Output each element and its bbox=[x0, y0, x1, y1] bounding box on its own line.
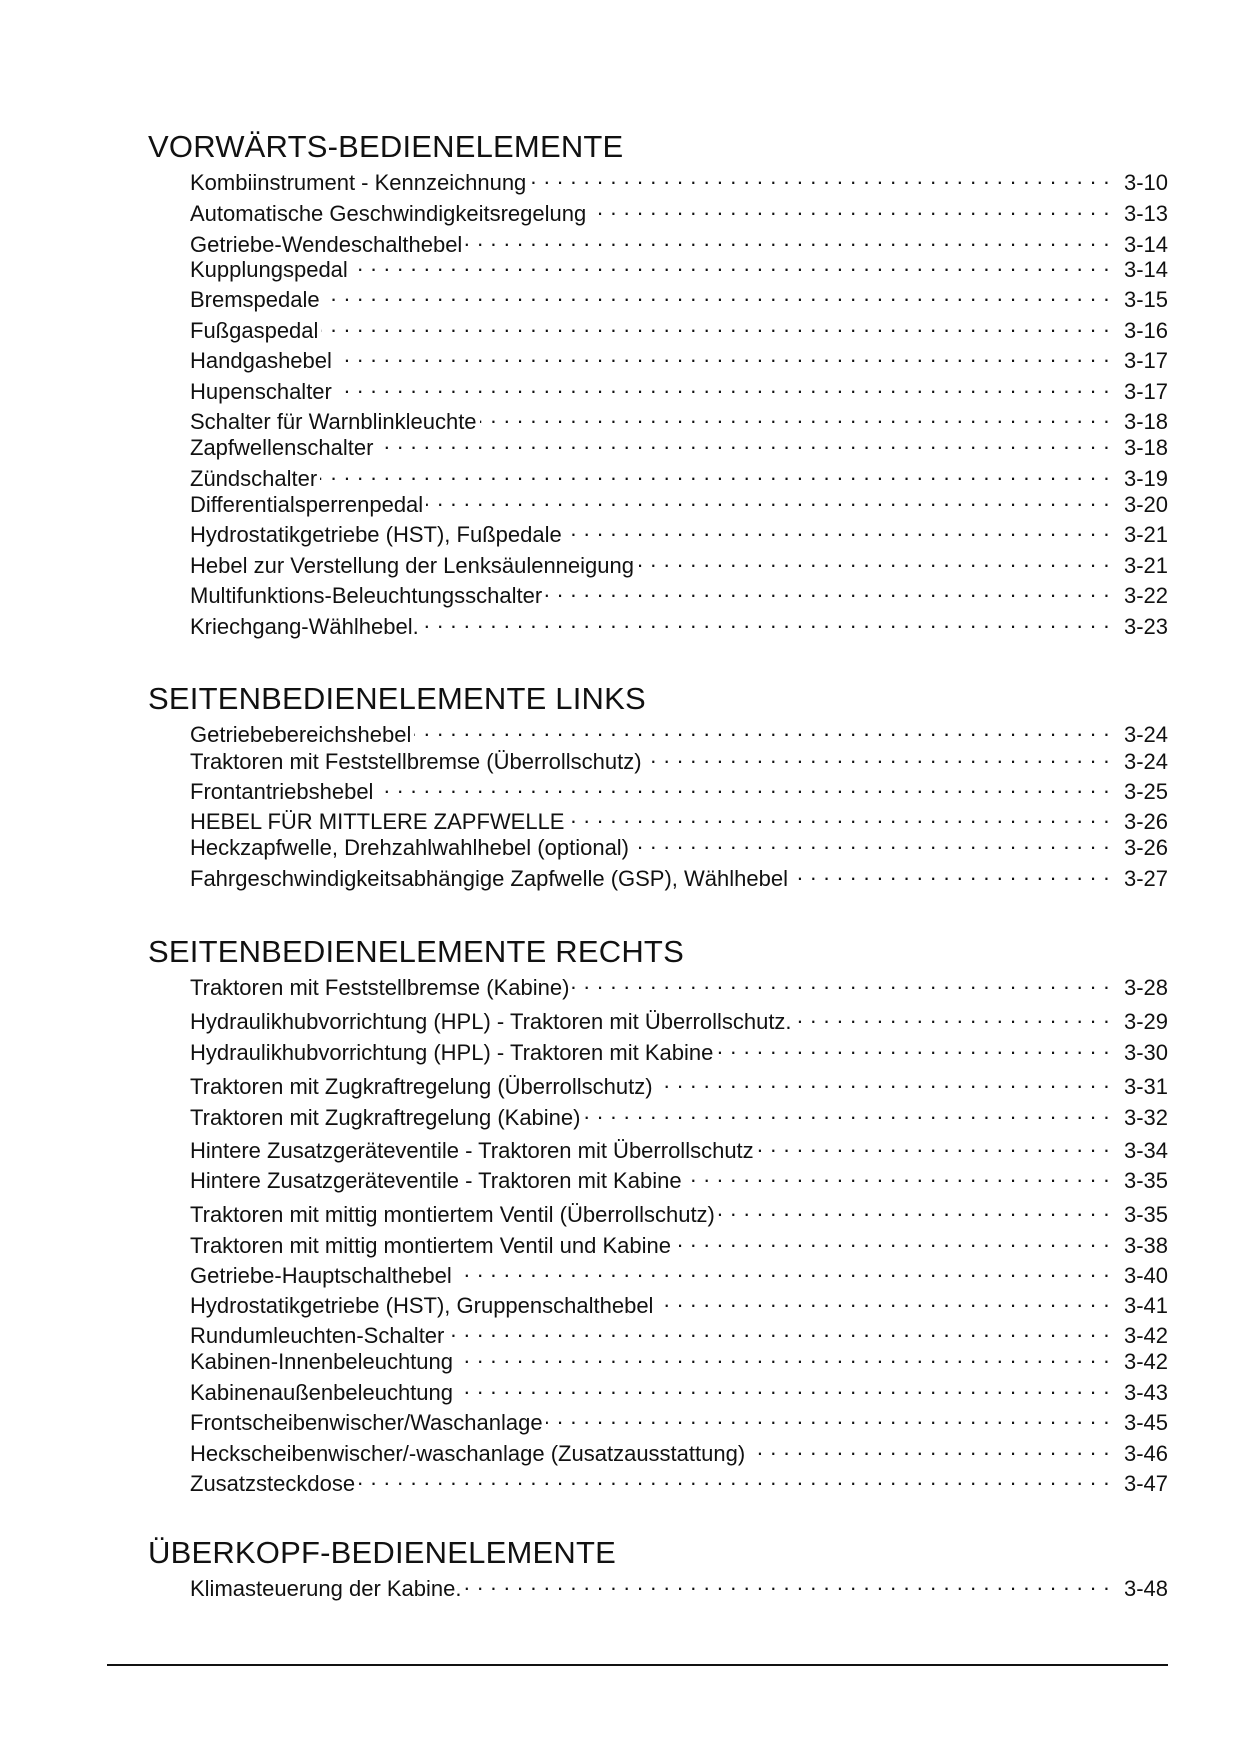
entry-page: 3-31 bbox=[1123, 1074, 1168, 1099]
toc-entry[interactable] bbox=[190, 460, 1168, 491]
entry-label: Traktoren mit mittig montiertem Ventil (Überrollschutz) bbox=[190, 1202, 715, 1227]
entry-page: 3-45 bbox=[1123, 1410, 1168, 1435]
toc-entry[interactable] bbox=[190, 1003, 1168, 1034]
toc-entry[interactable] bbox=[190, 547, 1168, 578]
entry-page: 3-26 bbox=[1123, 835, 1168, 860]
entry-page: 3-32 bbox=[1123, 1105, 1168, 1130]
entry-page: 3-38 bbox=[1123, 1233, 1168, 1258]
toc-entry[interactable] bbox=[190, 716, 1168, 747]
toc-entry[interactable] bbox=[190, 1435, 1168, 1466]
dot-leader bbox=[645, 743, 1110, 769]
dot-leader bbox=[656, 1287, 1110, 1313]
dot-leader bbox=[351, 251, 1110, 277]
dot-leader bbox=[414, 716, 1110, 742]
entry-label: Hydraulikhubvorrichtung (HPL) - Traktoren mit Überrollschutz. bbox=[190, 1009, 792, 1034]
entry-page: 3-43 bbox=[1123, 1380, 1168, 1405]
section-title: VORWÄRTS-BEDIENELEMENTE bbox=[148, 129, 624, 164]
entry-page: 3-41 bbox=[1123, 1293, 1168, 1318]
toc-entry[interactable] bbox=[190, 1374, 1168, 1405]
dot-leader bbox=[716, 1034, 1110, 1060]
dot-leader bbox=[583, 1099, 1110, 1125]
toc-entry[interactable] bbox=[190, 342, 1168, 373]
entry-page: 3-14 bbox=[1123, 232, 1168, 257]
entry-page: 3-15 bbox=[1123, 287, 1168, 312]
entry-label: Fahrgeschwindigkeitsabhängige Zapfwelle (GSP), Wählhebel bbox=[190, 866, 788, 891]
entry-label: Bremspedale bbox=[190, 287, 320, 312]
dot-leader bbox=[465, 226, 1110, 252]
toc-entry[interactable] bbox=[190, 1257, 1168, 1288]
dot-leader bbox=[456, 1374, 1110, 1400]
entry-label: Fußgaspedal bbox=[190, 318, 319, 343]
entry-page: 3-29 bbox=[1123, 1009, 1168, 1034]
toc-entry[interactable] bbox=[190, 577, 1168, 608]
entry-label: Zapfwellenschalter bbox=[190, 435, 374, 460]
entry-page: 3-34 bbox=[1123, 1138, 1168, 1163]
entry-label: Kabinen-Innenbeleuchtung bbox=[190, 1349, 454, 1374]
dot-leader bbox=[685, 1162, 1110, 1188]
dot-leader bbox=[529, 164, 1110, 190]
dot-leader bbox=[567, 803, 1110, 829]
toc-entry[interactable] bbox=[190, 1343, 1168, 1374]
entry-page: 3-24 bbox=[1123, 722, 1168, 747]
entry-page: 3-19 bbox=[1123, 466, 1168, 491]
entry-page: 3-30 bbox=[1123, 1040, 1168, 1065]
entry-page: 3-42 bbox=[1123, 1349, 1168, 1374]
toc-entry[interactable] bbox=[190, 251, 1168, 282]
entry-label: Schalter für Warnblinkleuchte bbox=[190, 409, 477, 434]
dot-leader bbox=[656, 1068, 1110, 1094]
entry-label: Zündschalter bbox=[190, 466, 318, 491]
toc-entry[interactable] bbox=[190, 608, 1168, 639]
section-title: SEITENBEDIENELEMENTE LINKS bbox=[148, 681, 646, 716]
entry-label: HEBEL FÜR MITTLERE ZAPFWELLE bbox=[190, 809, 565, 834]
entry-page: 3-35 bbox=[1123, 1168, 1168, 1193]
entry-label: Kupplungspedal bbox=[190, 257, 348, 282]
dot-leader bbox=[335, 342, 1110, 368]
entry-label: Traktoren mit mittig montiertem Ventil und Kabine bbox=[190, 1233, 671, 1258]
entry-page: 3-25 bbox=[1123, 779, 1168, 804]
section-title: ÜBERKOPF-BEDIENELEMENTE bbox=[148, 1535, 616, 1570]
dot-leader bbox=[323, 281, 1110, 307]
entry-page: 3-14 bbox=[1123, 257, 1168, 282]
toc-entry[interactable] bbox=[190, 516, 1168, 547]
toc-entry[interactable] bbox=[190, 1227, 1168, 1258]
entry-page: 3-27 bbox=[1123, 866, 1168, 891]
entry-label: Frontantriebshebel bbox=[190, 779, 374, 804]
entry-page: 3-46 bbox=[1123, 1441, 1168, 1466]
dot-leader bbox=[480, 403, 1110, 429]
entry-label: Hintere Zusatzgeräteventile - Traktoren mit Überrollschutz bbox=[190, 1138, 754, 1163]
toc-entry[interactable] bbox=[190, 403, 1168, 434]
entry-page: 3-42 bbox=[1123, 1323, 1168, 1348]
entry-page: 3-17 bbox=[1123, 348, 1168, 373]
dot-leader bbox=[637, 547, 1110, 573]
dot-leader bbox=[465, 1570, 1111, 1596]
toc-entry[interactable] bbox=[190, 1068, 1168, 1099]
entry-label: Klimasteuerung der Kabine. bbox=[190, 1576, 462, 1601]
entry-label: Getriebebereichshebel bbox=[190, 722, 412, 747]
entry-label: Hebel zur Verstellung der Lenksäulenneigung bbox=[190, 553, 634, 578]
entry-label: Rundumleuchten-Schalter bbox=[190, 1323, 445, 1348]
dot-leader bbox=[456, 1343, 1110, 1369]
entry-label: Getriebe-Hauptschalthebel bbox=[190, 1263, 452, 1288]
toc-entry[interactable] bbox=[190, 164, 1168, 195]
toc-entry[interactable] bbox=[190, 860, 1168, 891]
entry-label: Getriebe-Wendeschalthebel bbox=[190, 232, 463, 257]
entry-label: Handgashebel bbox=[190, 348, 332, 373]
entry-page: 3-48 bbox=[1123, 1576, 1168, 1601]
entry-page: 3-17 bbox=[1123, 379, 1168, 404]
dot-leader bbox=[376, 429, 1110, 455]
dot-leader bbox=[426, 486, 1110, 512]
dot-leader bbox=[572, 969, 1110, 995]
dot-leader bbox=[422, 608, 1110, 634]
dot-leader bbox=[757, 1132, 1110, 1158]
entry-label: Differentialsperrenpedal bbox=[190, 492, 424, 517]
entry-label: Hupenschalter bbox=[190, 379, 332, 404]
toc-entry[interactable] bbox=[190, 195, 1168, 226]
entry-page: 3-16 bbox=[1123, 318, 1168, 343]
toc-entry[interactable] bbox=[190, 1317, 1168, 1348]
toc-section-seiten-links bbox=[148, 681, 1168, 891]
dot-leader bbox=[589, 195, 1110, 221]
entry-label: Traktoren mit Feststellbremse (Überrollschutz) bbox=[190, 749, 642, 774]
dot-leader bbox=[447, 1317, 1110, 1343]
dot-leader bbox=[358, 1465, 1110, 1491]
toc-section-vorwaerts bbox=[148, 129, 1168, 639]
entry-page: 3-10 bbox=[1123, 170, 1168, 195]
entry-page: 3-21 bbox=[1123, 522, 1168, 547]
entry-label: Hintere Zusatzgeräteventile - Traktoren mit Kabine bbox=[190, 1168, 682, 1193]
toc-entry[interactable] bbox=[190, 1162, 1168, 1193]
entry-label: Zusatzsteckdose bbox=[190, 1471, 356, 1496]
toc-entry[interactable] bbox=[190, 429, 1168, 460]
entry-label: Frontscheibenwischer/Waschanlage bbox=[190, 1410, 543, 1435]
toc-entry[interactable] bbox=[190, 829, 1168, 860]
entry-label: Kabinenaußenbeleuchtung bbox=[190, 1380, 454, 1405]
toc-entry[interactable] bbox=[190, 1287, 1168, 1318]
toc-entry[interactable] bbox=[190, 373, 1168, 404]
entry-page: 3-21 bbox=[1123, 553, 1168, 578]
section-title: SEITENBEDIENELEMENTE RECHTS bbox=[148, 934, 684, 969]
toc-section-seiten-rechts bbox=[148, 934, 1168, 1496]
toc-entry[interactable] bbox=[190, 1132, 1168, 1163]
dot-leader bbox=[565, 516, 1110, 542]
dot-leader bbox=[320, 460, 1110, 486]
toc-entry[interactable] bbox=[190, 803, 1168, 834]
entry-label: Heckzapfwelle, Drehzahlwahlhebel (optional) bbox=[190, 835, 630, 860]
dot-leader bbox=[455, 1257, 1110, 1283]
entry-page: 3-22 bbox=[1123, 583, 1168, 608]
dot-leader bbox=[545, 577, 1110, 603]
toc-entry[interactable] bbox=[190, 1099, 1168, 1130]
toc-entry[interactable] bbox=[190, 226, 1168, 257]
entry-label: Multifunktions-Beleuchtungsschalter bbox=[190, 583, 543, 608]
entry-label: Hydraulikhubvorrichtung (HPL) - Traktoren mit Kabine bbox=[190, 1040, 714, 1065]
entry-page: 3-13 bbox=[1123, 201, 1168, 226]
entry-page: 3-28 bbox=[1123, 975, 1168, 1000]
entry-page: 3-26 bbox=[1123, 809, 1168, 834]
entry-label: Hydrostatikgetriebe (HST), Gruppenschalthebel bbox=[190, 1293, 654, 1318]
dot-leader bbox=[674, 1227, 1110, 1253]
entry-page: 3-24 bbox=[1123, 749, 1168, 774]
toc-entry[interactable] bbox=[190, 312, 1168, 343]
entry-page: 3-18 bbox=[1123, 435, 1168, 460]
entry-label: Hydrostatikgetriebe (HST), Fußpedale bbox=[190, 522, 562, 547]
dot-leader bbox=[321, 312, 1110, 338]
footer-rule bbox=[107, 1664, 1168, 1666]
entry-label: Traktoren mit Zugkraftregelung (Kabine) bbox=[190, 1105, 581, 1130]
entry-label: Kombiinstrument - Kennzeichnung bbox=[190, 170, 527, 195]
entry-label: Kriechgang-Wählhebel. bbox=[190, 614, 419, 639]
toc-entry[interactable] bbox=[190, 1196, 1168, 1227]
dot-leader bbox=[795, 1003, 1110, 1029]
entry-page: 3-23 bbox=[1123, 614, 1168, 639]
toc-entry[interactable] bbox=[190, 281, 1168, 312]
dot-leader bbox=[376, 773, 1110, 799]
entry-page: 3-40 bbox=[1123, 1263, 1168, 1288]
toc-entry[interactable] bbox=[190, 1034, 1168, 1065]
toc-section-ueberkopf bbox=[148, 1535, 1168, 1601]
entry-page: 3-18 bbox=[1123, 409, 1168, 434]
entry-label: Traktoren mit Zugkraftregelung (Überrollschutz) bbox=[190, 1074, 653, 1099]
entry-label: Heckscheibenwischer/-waschanlage (Zusatzausstattung) bbox=[190, 1441, 746, 1466]
dot-leader bbox=[791, 860, 1110, 886]
entry-page: 3-20 bbox=[1123, 492, 1168, 517]
dot-leader bbox=[748, 1435, 1110, 1461]
entry-page: 3-47 bbox=[1123, 1471, 1168, 1496]
toc-entry[interactable] bbox=[190, 773, 1168, 804]
toc-entry[interactable] bbox=[190, 486, 1168, 517]
dot-leader bbox=[718, 1196, 1110, 1222]
dot-leader bbox=[335, 373, 1110, 399]
dot-leader bbox=[546, 1404, 1110, 1430]
toc-entry[interactable] bbox=[190, 743, 1168, 774]
entry-label: Traktoren mit Feststellbremse (Kabine) bbox=[190, 975, 570, 1000]
dot-leader bbox=[632, 829, 1110, 855]
toc-entry[interactable] bbox=[190, 969, 1168, 1000]
toc-entry[interactable] bbox=[190, 1404, 1168, 1435]
entry-page: 3-35 bbox=[1123, 1202, 1168, 1227]
toc-entry[interactable] bbox=[190, 1465, 1168, 1496]
toc-entry[interactable] bbox=[190, 1570, 1168, 1601]
entry-label: Automatische Geschwindigkeitsregelung bbox=[190, 201, 587, 226]
